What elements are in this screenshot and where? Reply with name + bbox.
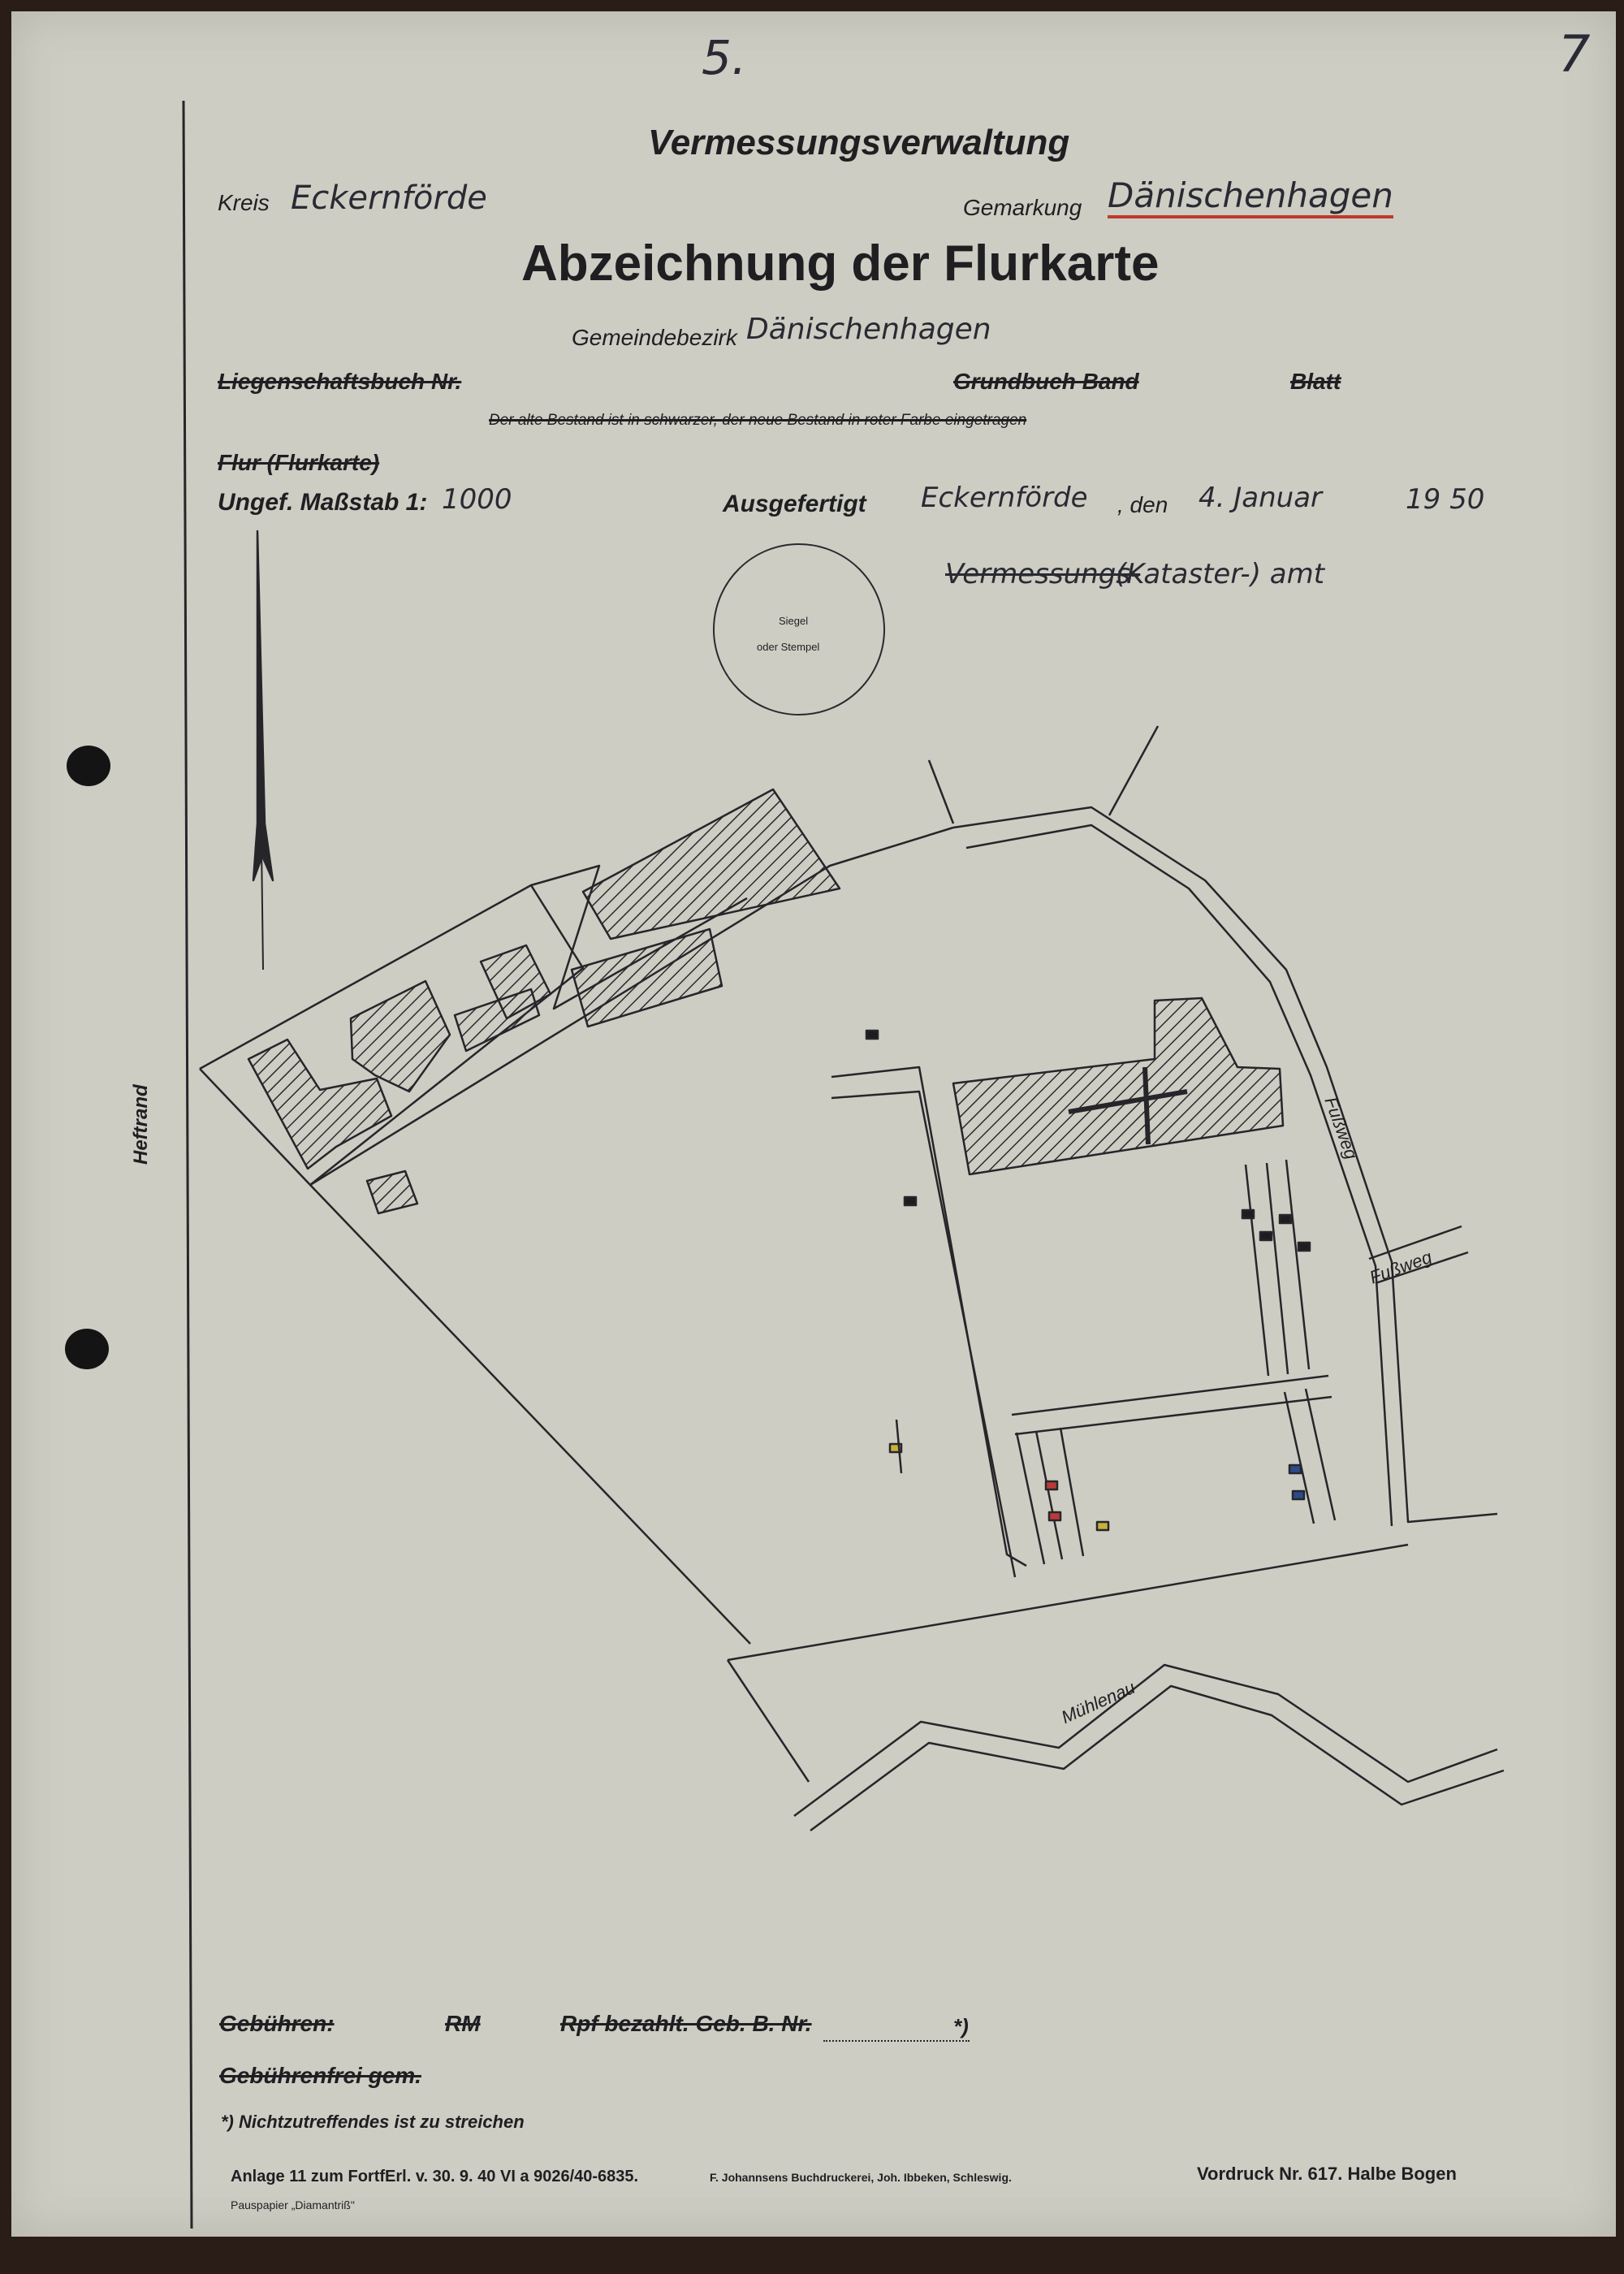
gebuehren-footnote-mark: *) — [953, 2014, 969, 2038]
color-note: Der alte Bestand ist in schwarzer, der neue Bestand in roter Farbe eingetragen — [489, 412, 1027, 429]
office-struck: Vermessungs- — [945, 558, 1141, 590]
gebuehren-underline — [823, 2040, 970, 2042]
issued-label: Ausgefertigt — [723, 491, 866, 517]
fussweg-label-1: Fußweg — [1320, 1094, 1363, 1162]
rm-field: RM — [445, 2011, 481, 2036]
issued-year: 19 50 — [1406, 483, 1485, 516]
issued-date: 4. Januar — [1199, 482, 1323, 514]
gemarkung-label: Gemarkung — [963, 195, 1082, 220]
scale-value: 1000 — [442, 483, 512, 516]
vordruck-note: Vordruck Nr. 617. Halbe Bogen — [1197, 2164, 1457, 2184]
page-title: Abzeichnung der Flurkarte — [521, 236, 1160, 292]
document-sheet — [11, 11, 1616, 2237]
seal-text-line2: oder Stempel — [757, 641, 820, 653]
seal-text-line1: Siegel — [779, 615, 809, 627]
gemeindebezirk-value: Dänischenhagen — [746, 313, 991, 346]
blatt-field: Blatt — [1290, 369, 1341, 394]
issued-den: , den — [1117, 492, 1168, 517]
scale-label: Ungef. Maßstab 1: — [218, 489, 428, 516]
gebuehren-field: Gebühren: — [219, 2011, 335, 2036]
north-arrow-icon — [253, 531, 273, 970]
kreis-label: Kreis — [218, 190, 270, 215]
muehlenau-label: Mühlenau — [1058, 1676, 1138, 1728]
printer-note: F. Johannsens Buchdruckerei, Joh. Ibbeken, Schleswig. — [710, 2171, 1012, 2184]
liegenschaftsbuch-field: Liegenschaftsbuch Nr. — [218, 369, 462, 394]
kreis-value: Eckernförde — [291, 179, 487, 217]
rpf-field: Rpf bezahlt. Geb. B. Nr. — [560, 2011, 812, 2036]
cadastral-map — [11, 11, 1616, 2237]
grundbuch-field: Grundbuch Band — [953, 369, 1139, 394]
flur-field: Flur (Flurkarte) — [218, 450, 380, 475]
page-number-right: 7 — [1558, 24, 1591, 84]
gebuehrenfrei-field: Gebührenfrei gem. — [219, 2063, 421, 2088]
office-name: (Kataster-) amt — [1116, 558, 1325, 590]
gemeindebezirk-label: Gemeindebezirk — [572, 325, 737, 350]
gemarkung-value: Dänischenhagen — [1108, 179, 1393, 218]
binding-margin-line — [184, 101, 192, 2229]
authority-heading: Vermessungsverwaltung — [648, 123, 1070, 162]
fussweg-label-2: Fußweg — [1367, 1246, 1435, 1288]
issued-place: Eckernförde — [921, 482, 1088, 514]
paper-note: Pauspapier „Diamantriß" — [231, 2198, 355, 2211]
footnote: *) Nichtzutreffendes ist zu streichen — [221, 2112, 525, 2132]
page-number-center: 5. — [702, 30, 747, 85]
anlage-note: Anlage 11 zum FortfErl. v. 30. 9. 40 VI a 9026/40-6835. — [231, 2168, 639, 2185]
heftrand-label: Heftrand — [130, 1084, 152, 1165]
